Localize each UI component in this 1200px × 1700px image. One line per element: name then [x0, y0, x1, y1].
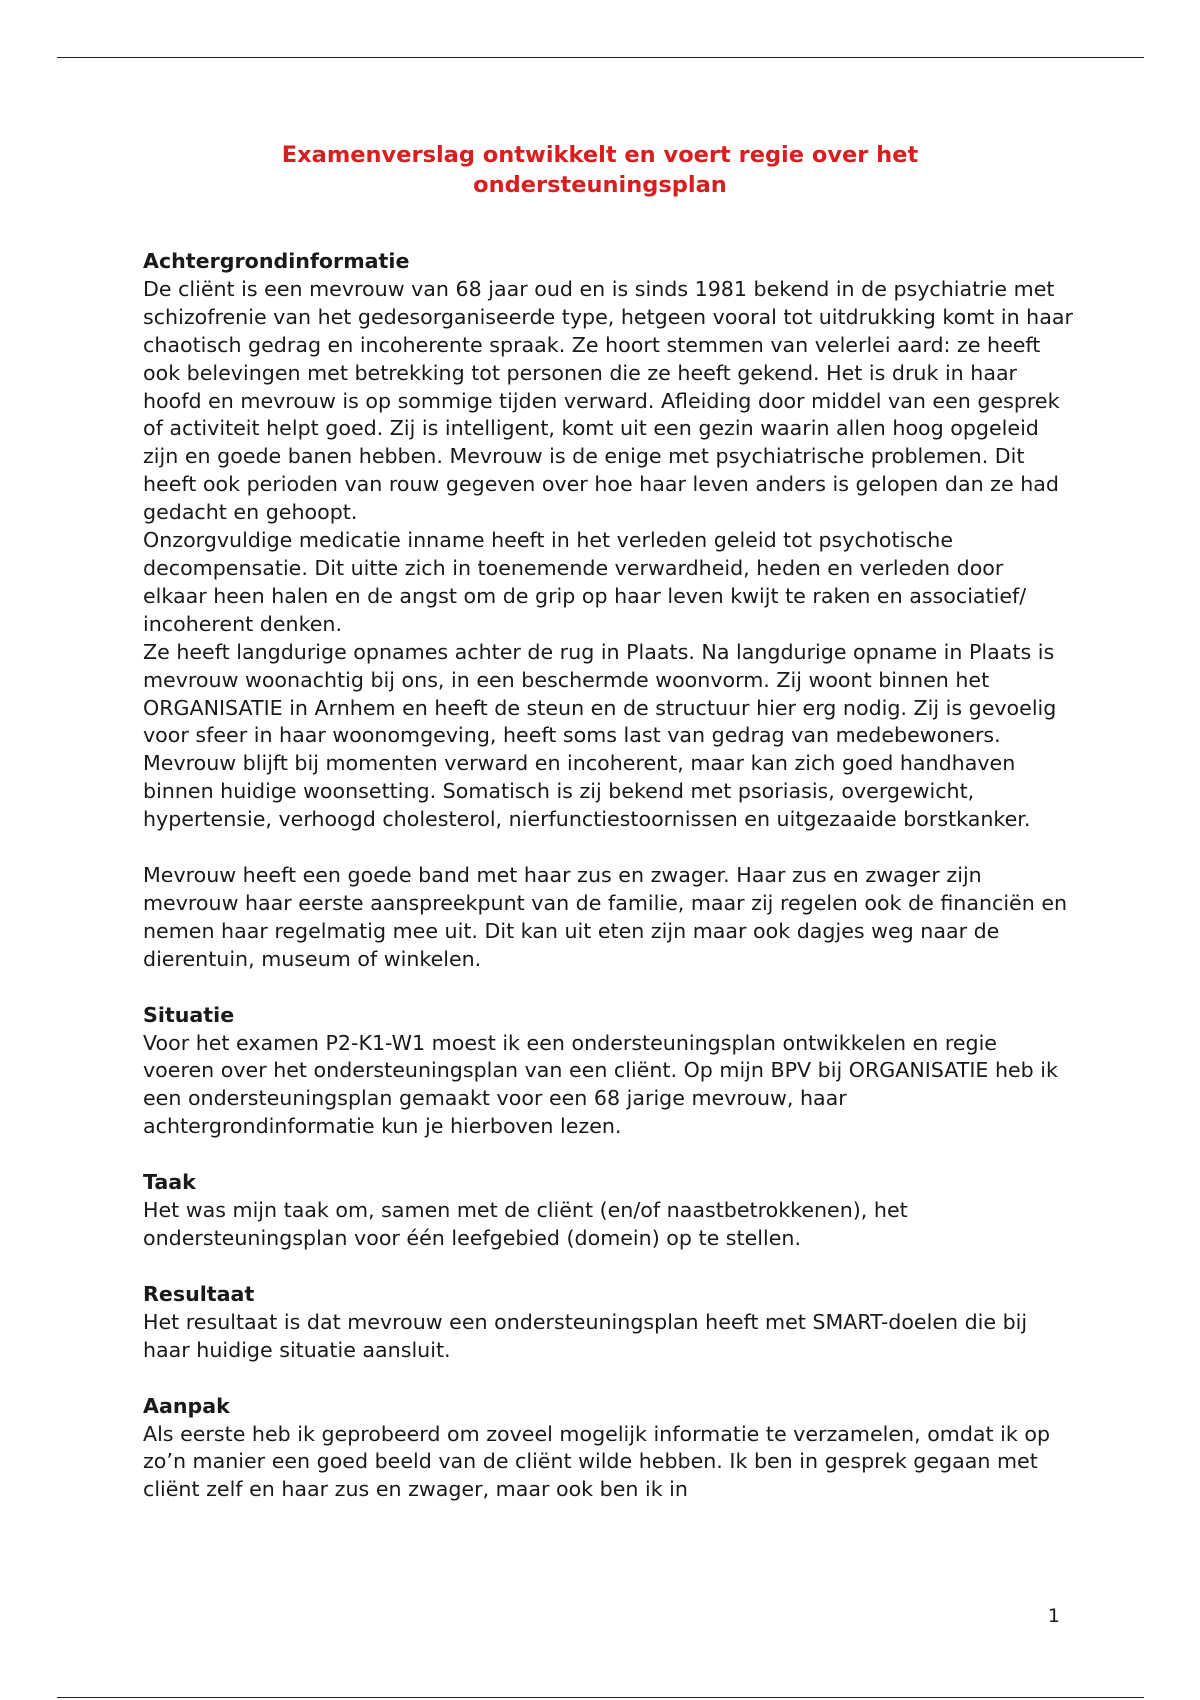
- page-number: 1: [1047, 1605, 1060, 1627]
- paragraph: De cliënt is een mevrouw van 68 jaar oud en is sinds 1981 bekend in de psychiatrie met schizofrenie van het gedesorganiseerde type, hetgeen vooral tot uitdrukking komt in haar chaotisch gedrag en incoherente spraak. Ze hoort stemmen van velerlei aard: ze heeft ook belevingen met betrekking tot personen die ze heeft gekend. Het is druk in haar hoofd en mevrouw is op sommige tijden verward. Afleiding door middel van een gesprek of activiteit helpt goed. Zij is intelligent, komt uit een gezin waarin allen hoog opgeleid zijn en goede banen hebben. Mevrouw is de enige met psychiatrische problemen. Dit heeft ook perioden van rouw gegeven over hoe haar leven anders is gelopen dan ze had gedacht en gehoopt.: [143, 276, 1073, 525]
- section-heading: Taak: [143, 1170, 196, 1195]
- paragraph: Mevrouw heeft een goede band met haar zus en zwager. Haar zus en zwager zijn mevrouw haar eerste aanspreekpunt van de familie, maar zij regelen ook de financiën en nemen haar regelmatig mee uit. Dit kan uit eten zijn maar ook dagjes weg naar de dierentuin, museum of winkelen.: [143, 863, 1068, 971]
- section-achtergrondinformatie: [143, 248, 1073, 974]
- section-heading: Achtergrondinformatie: [143, 249, 410, 273]
- section-heading: Situatie: [143, 1002, 235, 1027]
- document-title: Examenverslag ontwikkelt en voert regie over het ondersteuningsplan: [281, 142, 919, 198]
- paragraph: Het resultaat is dat mevrouw een ondersteuningsplan heeft met SMART-doelen die bij haar huidige situatie aansluit.: [143, 1309, 1028, 1362]
- document-body: [143, 248, 1073, 1504]
- section-heading: Aanpak: [143, 1393, 230, 1418]
- section-aanpak: [143, 1393, 1073, 1505]
- paragraph: Onzorgvuldige medicatie inname heeft in het verleden geleid tot psychotische decompensatie. Dit uitte zich in toenemende verwardheid, heden en verleden door elkaar heen halen en de angst om de grip op haar leven kwijt te raken en associatief/ incoherent denken.: [143, 528, 1027, 636]
- section-situatie: [143, 1002, 1073, 1142]
- paragraph: Ze heeft langdurige opnames achter de rug in Plaats. Na langdurige opname in Plaats is mevrouw woonachtig bij ons, in een beschermde woonvorm. Zij woont binnen het ORGANISATIE in Arnhem en heeft de steun en de structuur hier erg nodig. Zij is gevoelig voor sfeer in haar woonomgeving, heeft soms last van gedrag van medebewoners. Mevrouw blijft bij momenten verward en incoherent, maar kan zich goed handhaven binnen huidige woonsetting. Somatisch is zij bekend met psoriasis, overgewicht, hypertensie, verhoogd cholesterol, nierfunctiestoornissen en uitgezaaide borstkanker.: [143, 639, 1057, 832]
- section-taak: [143, 1169, 1073, 1253]
- section-resultaat: [143, 1281, 1073, 1365]
- paragraph: Voor het examen P2-K1-W1 moest ik een ondersteuningsplan ontwikkelen en regie voeren over het ondersteuningsplan van een cliënt. Op mijn BPV bij ORGANISATIE heb ik een ondersteuningsplan gemaakt voor een 68 jarige mevrouw, haar achtergrondinformatie kun je hierboven lezen.: [143, 1030, 1058, 1139]
- paragraph: Als eerste heb ik geprobeerd om zoveel mogelijk informatie te verzamelen, omdat ik op zo’n manier een goed beeld van de cliënt wilde hebben. Ik ben in gesprek gegaan met cliënt zelf en haar zus en zwager, maar ook ben ik in: [143, 1421, 1051, 1502]
- paragraph: Het was mijn taak om, samen met de cliënt (en/of naastbetrokkenen), het ondersteuningsplan voor één leefgebied (domein) op te stellen.: [143, 1198, 908, 1250]
- header-rule: [57, 57, 1144, 58]
- section-heading: Resultaat: [143, 1281, 255, 1306]
- footer-rule: [57, 1697, 1144, 1698]
